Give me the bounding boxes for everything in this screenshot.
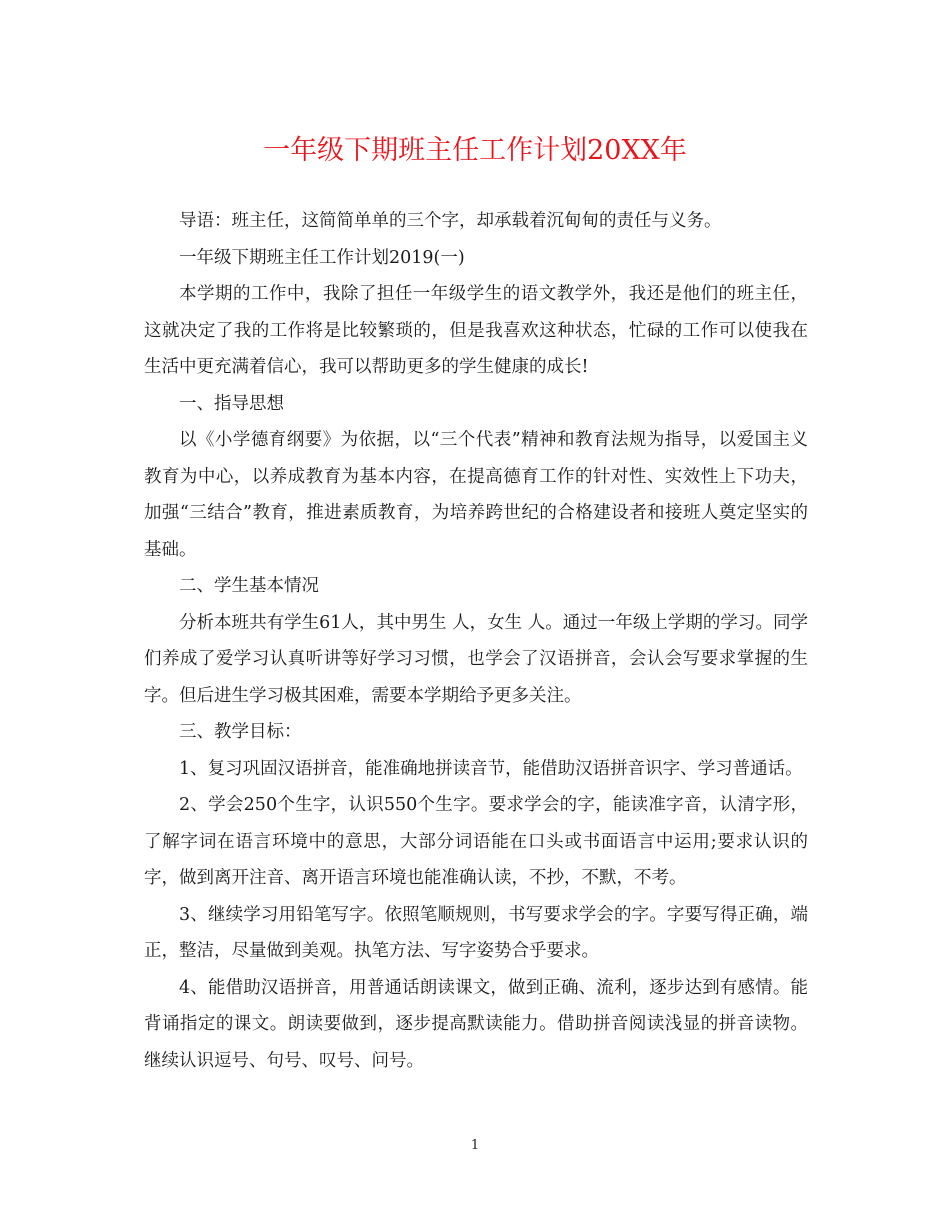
list-item: 1、复习巩固汉语拼音，能准确地拼读音节，能借助汉语拼音识字、学习普通话。 — [179, 758, 803, 779]
intro-paragraph: 导语：班主任，这简简单单的三个字，却承载着沉甸甸的责任与义务。 — [179, 211, 722, 231]
list-item: 2、学会250个生字，认识550个生字。要求学会的字，能读准字音，认清字形，了解字词在语言环境中的意思，大部分词语能在口头或书面语言中运用;要求认识的字，做到离开注音、离开语言环境也能准确认读，不抄，不默，不考。 — [144, 795, 808, 888]
page-number: 1 — [470, 1138, 480, 1153]
body-paragraph: 本学期的工作中，我除了担任一年级学生的语文教学外，我还是他们的班主任，这就决定了我的工作将是比较繁琐的，但是我喜欢这种状态，忙碌的工作可以使我在生活中更充满着信心，我可以帮助更多的学生健康的成长! — [144, 284, 808, 377]
section-heading: 三、教学目标： — [179, 722, 302, 742]
subtitle-paragraph: 一年级下期班主任工作计划2019(一) — [179, 247, 465, 268]
list-item: 4、能借助汉语拼音，用普通话朗读课文，做到正确、流利，逐步达到有感情。能背诵指定的课文。朗读要做到，逐步提高默读能力。借助拼音阅读浅显的拼音读物。继续认识逗号、句号、叹号、问号。 — [144, 977, 808, 1071]
section-heading: 二、学生基本情况 — [179, 576, 319, 596]
body-paragraph: 分析本班共有学生61人，其中男生 人，女生 人。通过一年级上学期的学习。同学们养成了爱学习认真听讲等好学习习惯，也学会了汉语拼音，会认会写要求掌握的生字。但后进生学习极其困难，需要本学期给予更多关注。 — [144, 612, 808, 706]
document-body — [144, 203, 808, 1079]
section-heading: 一、指导思想 — [179, 393, 284, 414]
document-title: 一年级下期班主任工作计划20XX年 — [263, 135, 687, 166]
body-paragraph: 以《小学德育纲要》为依据，以“三个代表”精神和教育法规为指导，以爱国主义教育为中心，以养成教育为基本内容，在提高德育工作的针对性、实效性上下功夫，加强“三结合”教育，推进素质教育，为培养跨世纪的合格建设者和接班人奠定坚实的基础。 — [144, 430, 808, 560]
list-item: 3、继续学习用铅笔写字。依照笔顺规则，书写要求学会的字。字要写得正确，端正，整洁，尽量做到美观。执笔方法、写字姿势合乎要求。 — [144, 904, 808, 961]
